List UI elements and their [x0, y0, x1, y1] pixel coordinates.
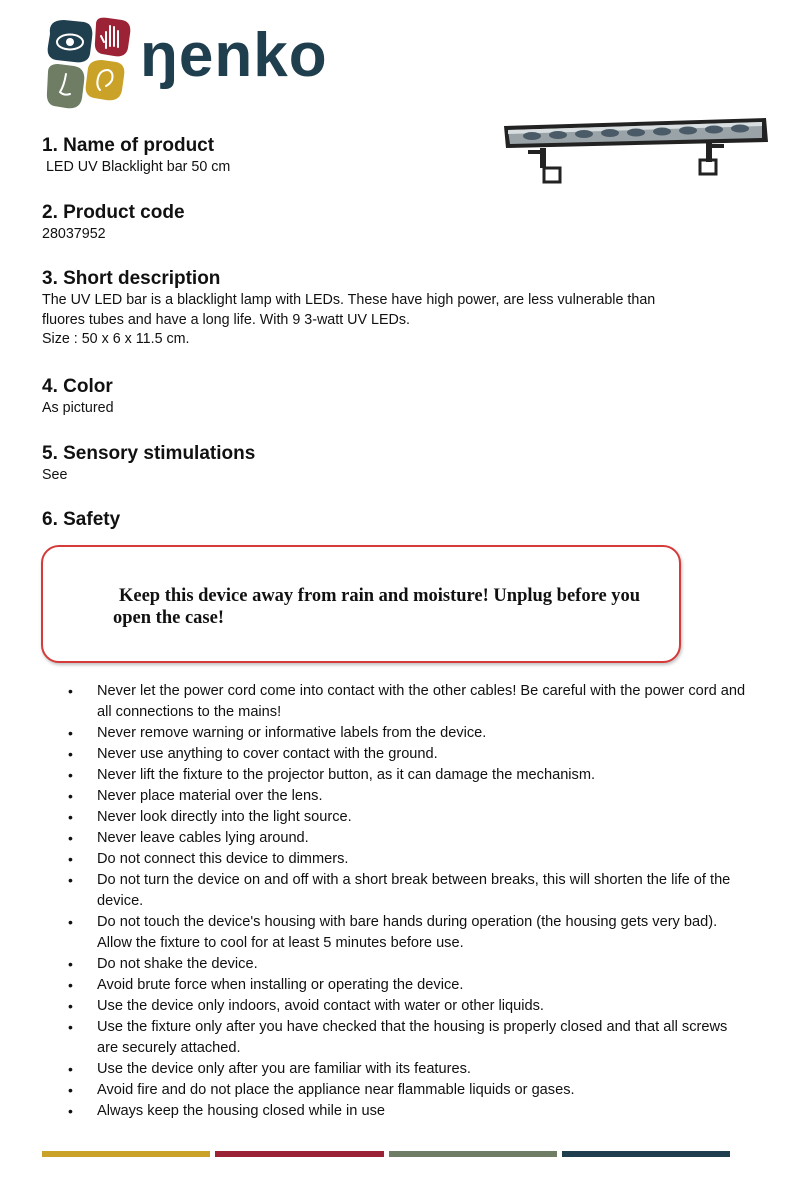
list-item — [60, 828, 750, 849]
safety-list — [60, 681, 750, 1122]
bullet-icon: • — [68, 956, 73, 972]
ear-icon — [86, 60, 125, 100]
list-item — [60, 1101, 750, 1122]
bullet-icon: • — [68, 725, 73, 741]
bullet-icon: • — [68, 683, 73, 699]
list-item — [60, 1059, 750, 1080]
bullet-icon: • — [68, 1082, 73, 1098]
bullet-icon: • — [68, 977, 73, 993]
section-title: 6. Safety — [42, 509, 121, 530]
list-item-text: Avoid fire and do not place the appliance near flammable liquids or gases. — [97, 1082, 575, 1098]
bullet-icon: • — [68, 767, 73, 783]
list-item-text: Use the fixture only after you have checked that the housing is properly closed and that all screws are securely attached. — [97, 1019, 728, 1056]
bullet-icon: • — [68, 1103, 73, 1119]
section-short-description — [42, 267, 655, 350]
description-line: Size : 50 x 6 x 11.5 cm. — [42, 331, 190, 347]
warning-box — [41, 545, 681, 663]
color-value: As pictured — [42, 400, 114, 416]
list-item-text: Do not shake the device. — [97, 956, 258, 972]
bullet-icon: • — [68, 788, 73, 804]
list-item — [60, 681, 750, 723]
list-item-text: Never lift the fixture to the projector button, as it can damage the mechanism. — [97, 767, 596, 783]
list-item-text: Never look directly into the light source. — [97, 809, 352, 825]
list-item — [60, 1080, 750, 1101]
section-sensory — [42, 442, 255, 486]
list-item-text: Never remove warning or informative labels from the device. — [97, 725, 487, 741]
list-item-text: Always keep the housing closed while in use — [97, 1103, 385, 1119]
description-line: The UV LED bar is a blacklight lamp with LEDs. These have high power, are less vulnerable than — [42, 292, 656, 308]
section-title: 1. Name of product — [42, 135, 215, 156]
product-image — [500, 112, 770, 192]
warning-text: Keep this device away from rain and moisture! Unplug before you open the case! — [113, 586, 641, 628]
hand-icon — [95, 18, 130, 57]
bullet-icon: • — [68, 830, 73, 846]
list-item-text: Never let the power cord come into contact with the other cables! Be careful with the power cord and all connections to the mains! — [97, 683, 746, 720]
list-item — [60, 996, 750, 1017]
section-title: 4. Color — [42, 376, 113, 397]
list-item — [60, 975, 750, 996]
eye-icon — [48, 20, 93, 62]
sensory-value: See — [42, 467, 68, 483]
description-line: fluores tubes and have a long life. With 9 3-watt UV LEDs. — [42, 311, 410, 328]
nose-icon — [47, 64, 84, 108]
section-product-code — [42, 201, 185, 245]
list-item-text: Use the device only indoors, avoid contact with water or other liquids. — [97, 998, 544, 1014]
list-item-text: Do not touch the device's housing with bare hands during operation (the housing gets very bad). Allow the fixture to cool for at least 5 minutes before use. — [97, 914, 718, 951]
footer-bar-blue — [562, 1151, 730, 1157]
footer-bar-green — [389, 1151, 557, 1157]
list-item — [60, 807, 750, 828]
bullet-icon: • — [68, 998, 73, 1014]
bullet-icon: • — [68, 1061, 73, 1077]
list-item-text: Never place material over the lens. — [97, 788, 323, 804]
bullet-icon: • — [68, 809, 73, 825]
list-item-text: Do not connect this device to dimmers. — [97, 851, 349, 867]
list-item-text: Never leave cables lying around. — [97, 830, 309, 846]
bullet-icon: • — [68, 746, 73, 762]
list-item-text: Never use anything to cover contact with the ground. — [97, 746, 438, 762]
list-item — [60, 849, 750, 870]
product-name: LED UV Blacklight bar 50 cm — [42, 159, 231, 175]
list-item-text: Use the device only after you are familiar with its features. — [97, 1061, 471, 1077]
bullet-icon: • — [68, 851, 73, 867]
section-color — [42, 375, 114, 419]
list-item — [60, 744, 750, 765]
list-item-text: Avoid brute force when installing or operating the device. — [97, 977, 464, 993]
section-safety — [42, 508, 120, 532]
product-code: 28037952 — [42, 226, 106, 242]
section-title: 5. Sensory stimulations — [42, 443, 256, 464]
brand-name: ŋenko — [140, 21, 328, 90]
list-item — [60, 954, 750, 975]
list-item — [60, 723, 750, 744]
footer-bar-red — [215, 1151, 383, 1157]
list-item — [60, 786, 750, 807]
list-item — [60, 912, 750, 954]
bullet-icon: • — [68, 914, 73, 930]
list-item-text: Do not turn the device on and off with a short break between breaks, this will shorten the life of the device. — [97, 872, 731, 909]
bullet-icon: • — [68, 872, 73, 888]
bullet-icon: • — [68, 1019, 73, 1035]
section-name-of-product — [42, 134, 230, 178]
list-item — [60, 870, 750, 912]
brand-logo — [44, 16, 364, 112]
list-item — [60, 1017, 750, 1059]
section-title: 2. Product code — [42, 202, 185, 223]
list-item — [60, 765, 750, 786]
footer-bar-yellow — [42, 1151, 210, 1157]
footer-color-bars — [42, 1151, 730, 1157]
section-title: 3. Short description — [42, 268, 221, 289]
